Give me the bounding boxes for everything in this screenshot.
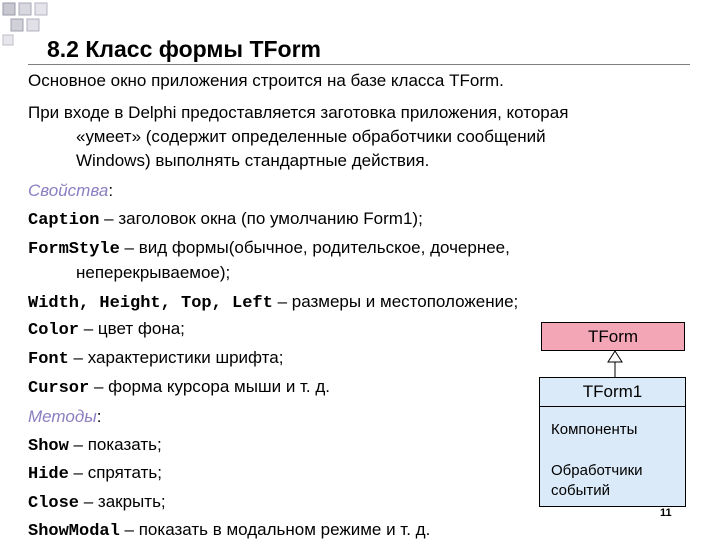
method-line [28,435,162,457]
slide-title: 8.2 Класс формы TForm [47,36,321,62]
method-desc: – показать в модальном режиме и т. д. [119,520,431,539]
property-desc: – форма курсора мыши и т. д. [89,377,331,396]
properties-heading-label: Свойства [28,181,109,200]
property-desc: – размеры и местоположение; [272,292,519,311]
property-line [28,377,330,399]
intro-line-3: «умеет» (содержит определенные обработчики сообщений [76,127,546,146]
method-name: Close [28,494,80,513]
property-line [28,319,185,341]
base-class-box: TForm [541,322,685,351]
method-line [28,492,166,514]
method-desc: – спрятать; [68,463,162,482]
methods-heading-label: Методы [28,407,97,426]
property-line [28,209,423,231]
property-name: Cursor [28,379,90,398]
methods-heading [28,407,102,427]
method-name: Show [28,437,69,456]
intro-line-4: Windows) выполнять стандартные действия. [76,151,430,170]
property-desc: – характеристики шрифта; [68,348,284,367]
property-name: Caption [28,211,100,230]
intro-line-2: При входе в Delphi предоставляется заготовка приложения, которая [28,103,569,122]
method-line [28,463,162,485]
property-desc: – цвет фона; [79,319,185,338]
methods-heading-colon: : [96,407,102,426]
property-name: Width, Height, Top, Left [28,294,273,313]
method-name: Hide [28,465,69,484]
title-divider [28,64,690,65]
properties-heading-colon: : [108,181,114,200]
inheritance-arrow [600,350,630,378]
method-desc: – показать; [68,435,162,454]
method-line [28,520,430,542]
intro-line-1: Основное окно приложения строится на базе класса TForm. [28,71,504,90]
property-name: Font [28,350,69,369]
property-name: Color [28,321,80,340]
event-handlers-line-1: Обработчики [551,462,643,479]
method-name: ShowModal [28,522,120,541]
property-line [28,292,518,314]
property-desc: – заголовок окна (по умолчанию Form1); [99,209,423,228]
property-line-continued: неперекрываемое); [76,263,231,282]
property-name: FormStyle [28,240,120,259]
method-desc: – закрыть; [79,492,166,511]
properties-heading [28,181,113,201]
derived-class-title: TForm1 [540,378,685,407]
property-line [28,348,283,370]
property-line [28,238,510,260]
derived-class-box [539,377,686,507]
property-desc: – вид формы(обычное, родительское, дочернее, [119,238,510,257]
event-handlers-line-2: событий [551,482,611,499]
components-section: Компоненты [551,421,638,438]
page-number: 11 [660,507,672,519]
